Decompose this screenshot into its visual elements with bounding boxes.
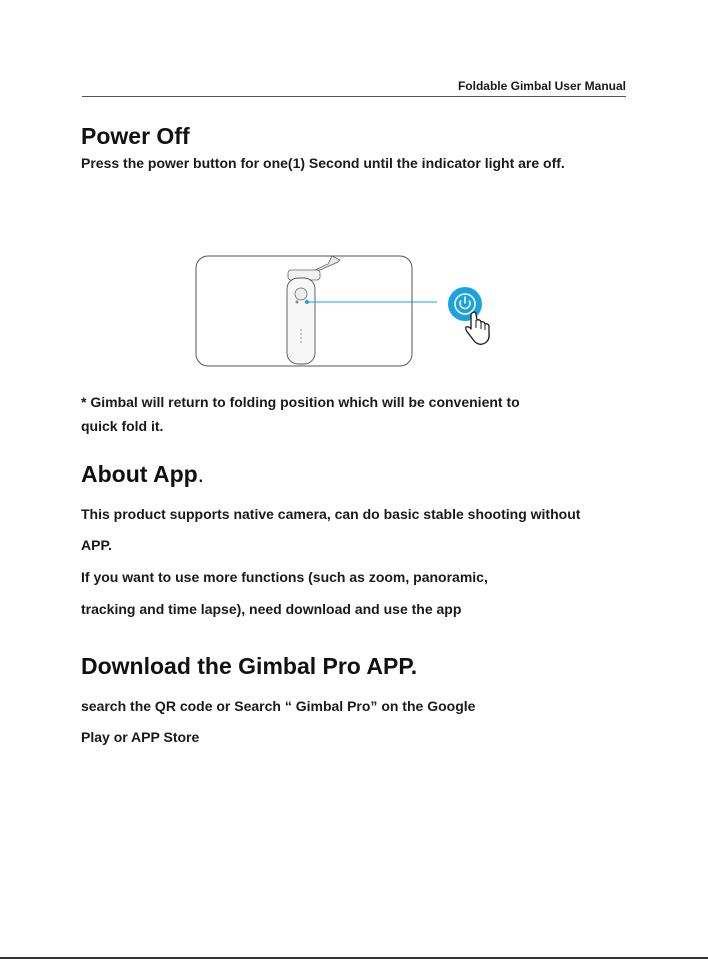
header-title: Foldable Gimbal User Manual bbox=[457, 79, 626, 93]
power-off-illustration bbox=[190, 250, 500, 370]
about-app-title: About App bbox=[81, 461, 198, 487]
power-off-heading: Power Off bbox=[81, 123, 190, 149]
note-line-2: quick fold it. bbox=[81, 418, 164, 434]
download-line-1: search the QR code or Search “ Gimbal Pro” on the Google bbox=[81, 698, 476, 714]
about-app-line-2: APP. bbox=[81, 537, 112, 553]
power-off-instruction: Press the power button for one(1) Second until the indicator light are off. bbox=[81, 155, 565, 171]
about-app-period: . bbox=[197, 461, 205, 487]
download-line-2: Play or APP Store bbox=[81, 729, 200, 745]
header-divider bbox=[82, 96, 626, 97]
download-heading: Download the Gimbal Pro APP. bbox=[81, 653, 418, 679]
about-app-line-1: This product supports native camera, can do basic stable shooting without bbox=[81, 506, 581, 522]
note-line-1: * Gimbal will return to folding position which will be convenient to bbox=[81, 394, 520, 410]
about-app-heading bbox=[81, 461, 204, 488]
about-app-line-3: If you want to use more functions (such as zoom, panoramic, bbox=[81, 569, 488, 585]
about-app-line-4: tracking and time lapse), need download and use the app bbox=[81, 601, 462, 617]
